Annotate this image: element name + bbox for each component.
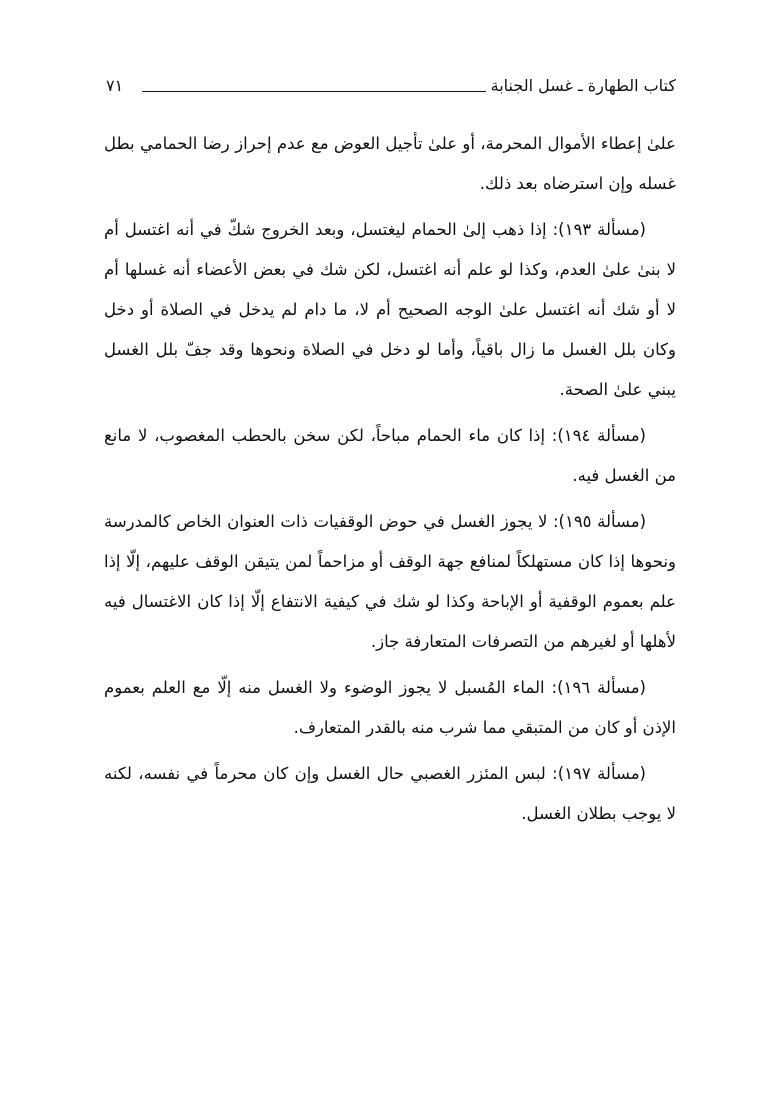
- paragraph-issue-194: (مسألة ١٩٤): إذا كان ماء الحمام مباحاً، لكن سخن بالحطب المغصوب، لا مانع من الغسل فيه.: [104, 426, 676, 485]
- page-number: ٧١: [106, 76, 124, 95]
- paragraph-issue-196: (مسألة ١٩٦): الماء المُسبل لا يجوز الوضوء ولا الغسل منه إلّا مع العلم بعموم الإذن أو كان من المتبقي مما شرب منه بالقدر المتعارف.: [104, 678, 676, 737]
- running-header: [106, 73, 676, 103]
- header-title: كتاب الطهارة ـ غسل الجنابة: [490, 76, 676, 95]
- paragraph-issue-193: (مسألة ١٩٣): إذا ذهب إلىٰ الحمام ليغتسل، وبعد الخروج شكّ في أنه اغتسل أم لا بنىٰ علىٰ العدم، وكذا لو علم أنه اغتسل، لكن شك في بعض الأعضاء أنه غسلها أم لا أو شك أنه اغتسل علىٰ الوجه الصحيح أم لا، ما دام لم يدخل في الصلاة أو دخل وكان بلل الغسل ما زال باقياً، وأما لو دخل في الصلاة ونحوها وقد جفّ بلل الغسل يبني علىٰ الصحة.: [104, 220, 676, 399]
- paragraph-issue-195: (مسألة ١٩٥): لا يجوز الغسل في حوض الوقفيات ذات العنوان الخاص كالمدرسة ونحوها إذا كان مستهلكاً لمنافع جهة الوقف أو مزاحماً لمن يتيقن الوقف عليهم، إلّا إذا علم بعموم الوقفية أو الإباحة وكذا لو شك في كيفية الانتفاع إلّا إذا كان الاغتسال فيه لأهلها أو لغيرهم من التصرفات المتعارفة جاز.: [104, 512, 676, 651]
- paragraph-issue-197: (مسألة ١٩٧): لبس المئزر الغصبي حال الغسل وإن كان محرماً في نفسه، لكنه لا يوجب بطلان الغسل.: [104, 764, 676, 823]
- page-body: [104, 124, 676, 840]
- paragraph-continuation: علىٰ إعطاء الأموال المحرمة، أو علىٰ تأجيل العوض مع عدم إحراز رضا الحمامي بطل غسله وإن استرضاه بعد ذلك.: [104, 134, 676, 193]
- header-rule: [142, 91, 486, 92]
